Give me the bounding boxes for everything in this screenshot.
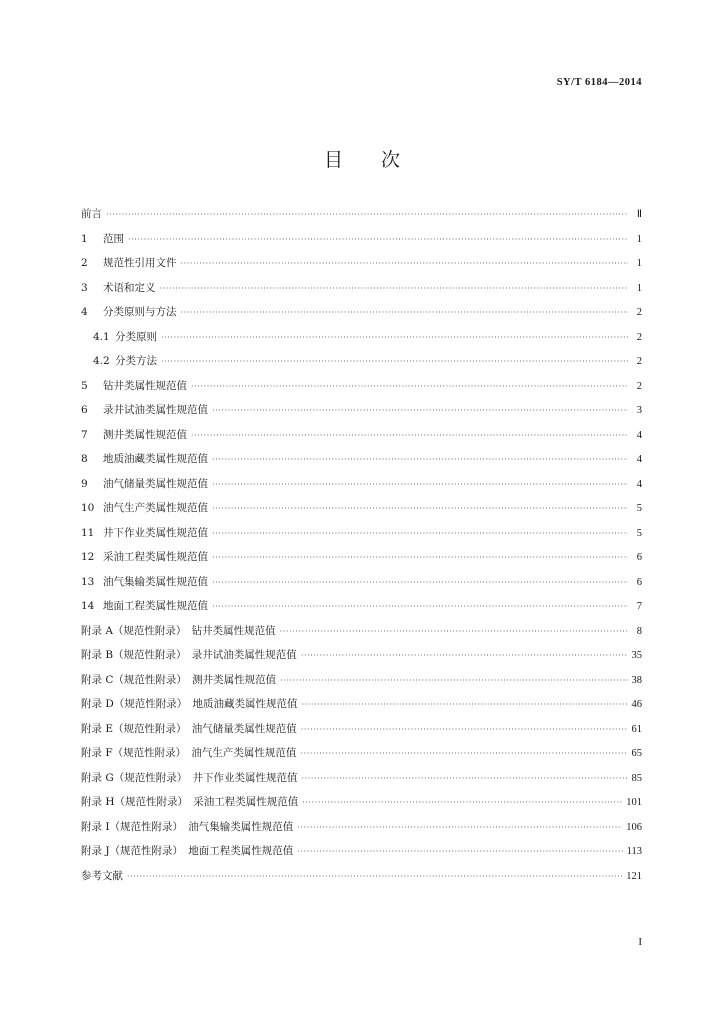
toc-entry-page: 65 — [631, 748, 642, 759]
dot-leader — [300, 749, 627, 758]
toc-entry[interactable] — [81, 574, 642, 599]
toc-entry-page: 8 — [636, 625, 642, 637]
dot-leader — [301, 774, 627, 783]
toc-entry[interactable] — [81, 255, 642, 280]
dot-leader — [212, 406, 628, 415]
dot-leader — [212, 504, 628, 513]
toc-entry-label: 附录 F（规范性附录） 油气生产类属性规范值 — [81, 747, 297, 759]
dot-leader — [106, 210, 628, 219]
toc-entry[interactable] — [81, 770, 642, 795]
toc-entry-label: 测井类属性规范值 — [103, 428, 187, 441]
toc-entry[interactable] — [81, 623, 642, 648]
toc-entry-page: 1 — [636, 258, 642, 269]
toc-entry-page: 38 — [631, 674, 642, 686]
toc-entry-number: 8 — [81, 453, 88, 465]
toc-entry-page: 85 — [631, 772, 642, 784]
toc-entry[interactable] — [81, 868, 642, 893]
toc-entry[interactable] — [81, 721, 642, 746]
toc-entry-label: 附录 H（规范性附录） 采油工程类属性规范值 — [81, 796, 299, 808]
toc-entry-label: 附录 E（规范性附录） 油气储量类属性规范值 — [81, 722, 297, 735]
toc-entry-label: 地质油藏类属性规范值 — [103, 453, 208, 465]
toc-entry-number: 12 — [81, 551, 95, 563]
toc-entry-label: 油气集输类属性规范值 — [103, 575, 208, 588]
toc-entry[interactable] — [81, 696, 642, 721]
toc-entry-label: 分类原则与方法 — [103, 306, 177, 318]
dot-leader — [302, 798, 622, 807]
toc-entry-page: 1 — [636, 282, 642, 294]
dot-leader — [191, 431, 628, 440]
toc-entry-number: 11 — [81, 526, 95, 539]
dot-leader — [301, 725, 628, 734]
dot-leader — [161, 333, 628, 342]
toc-entry-page: 5 — [636, 503, 642, 514]
dot-leader — [212, 602, 628, 611]
toc-entry-number: 9 — [81, 477, 88, 490]
dot-leader — [181, 308, 629, 317]
toc-entry[interactable] — [81, 280, 642, 305]
toc-entry-number: 10 — [81, 502, 95, 514]
toc-entry-label: 附录 I（规范性附录） 油气集输类属性规范值 — [81, 820, 294, 833]
toc-entry-page: 2 — [636, 331, 642, 343]
toc-entry-label: 分类方法 — [115, 355, 157, 367]
toc-entry[interactable] — [81, 819, 642, 844]
dot-leader — [280, 676, 627, 685]
toc-entry[interactable] — [81, 378, 642, 403]
toc-entry-page: 5 — [636, 527, 642, 539]
toc-entry[interactable] — [81, 549, 642, 574]
toc-entry[interactable] — [81, 672, 642, 697]
toc-entry-label: 附录 B（规范性附录） 录井试油类属性规范值 — [81, 649, 297, 661]
dot-leader — [127, 872, 622, 881]
toc-entry[interactable] — [81, 647, 642, 672]
toc-entry-label: 录井试油类属性规范值 — [103, 404, 208, 416]
dot-leader — [160, 284, 629, 293]
page-title — [0, 145, 724, 172]
toc-entry-page: 6 — [636, 576, 642, 588]
toc-entry-page: 1 — [636, 233, 642, 245]
toc-entry-label: 附录 C（规范性附录） 测井类属性规范值 — [81, 673, 277, 686]
dot-leader — [297, 847, 622, 856]
dot-leader — [212, 553, 628, 562]
toc-entry-number: 4 — [81, 306, 88, 318]
toc-entry-page: 3 — [636, 405, 642, 416]
dot-leader — [161, 357, 628, 366]
toc-entry-number: 14 — [81, 600, 95, 612]
toc-entry[interactable] — [81, 427, 642, 452]
toc-entry[interactable] — [81, 500, 642, 525]
toc-entry-page: 4 — [636, 429, 642, 441]
title-char-1: 目 — [323, 149, 343, 171]
dot-leader — [212, 455, 628, 464]
toc-entry-page: 4 — [636, 478, 642, 490]
toc-entry[interactable] — [81, 206, 642, 231]
dot-leader — [212, 529, 628, 538]
dot-leader — [212, 578, 628, 587]
dot-leader — [191, 382, 628, 391]
table-of-contents — [81, 206, 642, 892]
toc-entry-page: 61 — [631, 723, 642, 735]
dot-leader — [297, 823, 622, 832]
dot-leader — [280, 627, 628, 636]
toc-entry-page: Ⅱ — [636, 209, 642, 220]
toc-entry-number: 3 — [81, 281, 88, 294]
toc-entry[interactable] — [81, 525, 642, 550]
toc-entry[interactable] — [81, 476, 642, 501]
toc-entry-label: 附录 A（规范性附录） 钻井类属性规范值 — [81, 624, 276, 637]
toc-entry-label: 分类原则 — [115, 330, 157, 343]
toc-entry-number: 4.2 — [93, 355, 110, 367]
dot-leader — [128, 235, 628, 244]
toc-entry[interactable] — [81, 329, 642, 354]
toc-entry-label: 规范性引用文件 — [103, 257, 177, 269]
toc-entry-page: 101 — [626, 797, 642, 808]
toc-entry-page: 121 — [626, 870, 642, 882]
toc-entry[interactable] — [81, 304, 642, 329]
toc-entry-label: 钻井类属性规范值 — [103, 379, 187, 392]
toc-entry-label: 参考文献 — [81, 869, 123, 882]
toc-entry-page: 4 — [636, 454, 642, 465]
toc-entry-label: 术语和定义 — [103, 281, 156, 294]
toc-entry-page: 106 — [626, 821, 642, 833]
toc-entry-label: 采油工程类属性规范值 — [103, 551, 208, 563]
toc-entry-number: 4.1 — [93, 330, 110, 343]
toc-entry-page: 113 — [626, 846, 642, 857]
title-char-2: 次 — [381, 149, 401, 171]
toc-entry[interactable] — [81, 353, 642, 378]
toc-entry-number: 2 — [81, 257, 88, 269]
toc-entry-page: 46 — [631, 699, 642, 710]
toc-entry[interactable] — [81, 745, 642, 770]
toc-entry-page: 7 — [636, 601, 642, 612]
toc-entry[interactable] — [81, 843, 642, 868]
toc-entry-label: 油气生产类属性规范值 — [103, 502, 208, 514]
dot-leader — [302, 700, 628, 709]
toc-entry-label: 地面工程类属性规范值 — [103, 600, 208, 612]
toc-entry-number: 13 — [81, 575, 95, 588]
toc-entry-label: 井下作业类属性规范值 — [103, 526, 208, 539]
toc-entry[interactable] — [81, 451, 642, 476]
toc-entry[interactable] — [81, 231, 642, 256]
toc-entry[interactable] — [81, 794, 642, 819]
toc-entry-page: 2 — [636, 380, 642, 392]
dot-leader — [181, 259, 629, 268]
toc-entry-number: 6 — [81, 404, 88, 416]
dot-leader — [301, 651, 628, 660]
toc-entry-number: 1 — [81, 232, 88, 245]
page-number: I — [638, 936, 642, 948]
toc-entry-page: 2 — [636, 356, 642, 367]
toc-entry[interactable] — [81, 402, 642, 427]
toc-entry-label: 油气储量类属性规范值 — [103, 477, 208, 490]
toc-entry-page: 35 — [631, 650, 642, 661]
toc-entry-label: 附录 D（规范性附录） 地质油藏类属性规范值 — [81, 698, 298, 710]
toc-entry-number: 5 — [81, 379, 88, 392]
toc-entry-label: 附录 G（规范性附录） 井下作业类属性规范值 — [81, 771, 298, 784]
toc-entry-page: 2 — [636, 307, 642, 318]
toc-entry-page: 6 — [636, 552, 642, 563]
toc-entry-number: 7 — [81, 428, 88, 441]
toc-entry-label: 附录 J（规范性附录） 地面工程类属性规范值 — [81, 845, 294, 857]
standard-code: SY/T 6184—2014 — [556, 77, 642, 88]
toc-entry-label: 范围 — [103, 232, 124, 245]
toc-entry[interactable] — [81, 598, 642, 623]
toc-entry-label: 前言 — [81, 208, 102, 220]
dot-leader — [212, 480, 628, 489]
